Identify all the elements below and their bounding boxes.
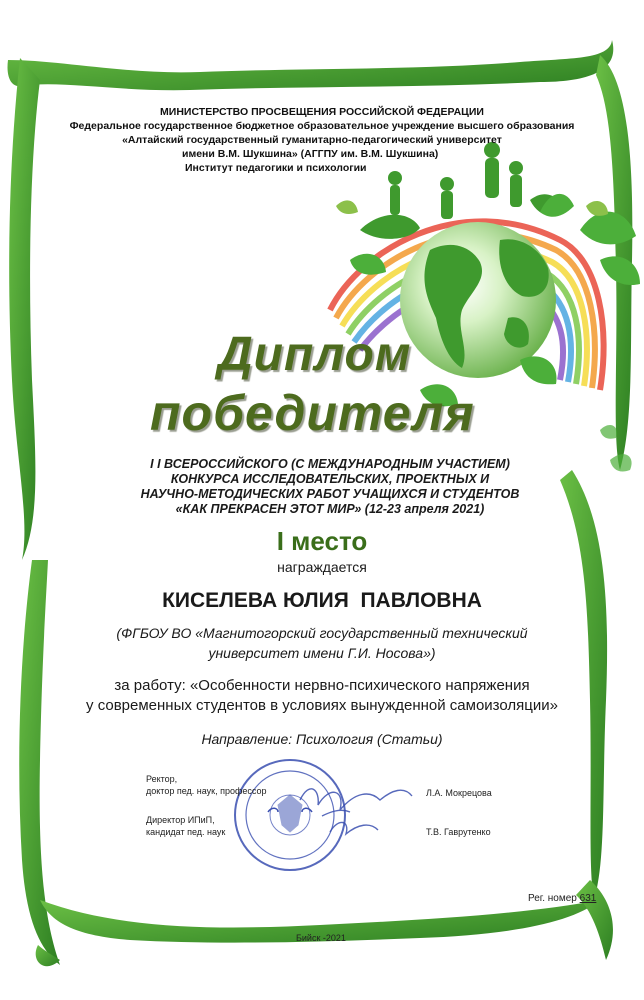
registration-number <box>528 893 596 905</box>
rector-name: Л.А. Мокрецова <box>426 788 492 798</box>
recipient-name: КИСЕЛЕВА ЮЛИЯ ПАВЛОВНА <box>162 589 482 612</box>
official-stamp <box>235 760 345 870</box>
director-degree: кандидат пед. наук <box>146 827 226 837</box>
rector-title: Ректор, <box>146 774 178 784</box>
university-name-line-2: имени В.М. Шукшина» (АГГПУ им. В.М. Шукшина) <box>182 148 439 160</box>
rector-degree: доктор пед. наук, профессор <box>146 786 267 796</box>
university-name-line: «Алтайский государственный гуманитарно-педагогический университет <box>122 134 502 146</box>
direction: Направление: Психология (Статьи) <box>201 731 443 747</box>
place: I место <box>276 526 368 556</box>
diploma-title-line1: Диплом <box>218 328 412 381</box>
organization-line2: университет имени Г.И. Носова») <box>208 645 436 661</box>
institute-line: Институт педагогики и психологии <box>185 162 367 174</box>
contest-line2: КОНКУРСА ИССЛЕДОВАТЕЛЬСКИХ, ПРОЕКТНЫХ И <box>170 472 490 486</box>
handwritten-signatures <box>300 789 412 834</box>
ministry-line: МИНИСТЕРСТВО ПРОСВЕЩЕНИЯ РОССИЙСКОЙ ФЕДЕРАЦИИ <box>160 106 484 118</box>
director-title: Директор ИПиП, <box>146 815 215 825</box>
city-year: Бийск -2021 <box>296 933 346 943</box>
contest-line1: I I ВСЕРОССИЙСКОГО (С МЕЖДУНАРОДНЫМ УЧАСТИЕМ) <box>150 457 510 471</box>
contest-line3: НАУЧНО-МЕТОДИЧЕСКИХ РАБОТ УЧАЩИХСЯ И СТУДЕНТОВ <box>140 487 520 501</box>
contest-line4: «КАК ПРЕКРАСЕН ЭТОТ МИР» (12-23 апреля 2021) <box>175 502 485 516</box>
university-type-line: Федеральное государственное бюджетное образовательное учреждение высшего образования <box>69 120 575 132</box>
organization-line1: (ФГБОУ ВО «Магнитогорский государственный технический <box>116 625 528 641</box>
awarded-label: награждается <box>277 559 367 575</box>
registration-label: Рег. номер <box>528 893 580 904</box>
work-title-line2: у современных студентов в условиях вынужденной самоизоляции» <box>86 697 558 714</box>
work-title-line1: за работу: «Особенности нервно-психического напряжения <box>114 677 530 694</box>
registration-value: 631 <box>579 893 597 904</box>
diploma-title-line2: победителя <box>150 385 475 441</box>
director-name: Т.В. Гаврутенко <box>426 827 491 837</box>
